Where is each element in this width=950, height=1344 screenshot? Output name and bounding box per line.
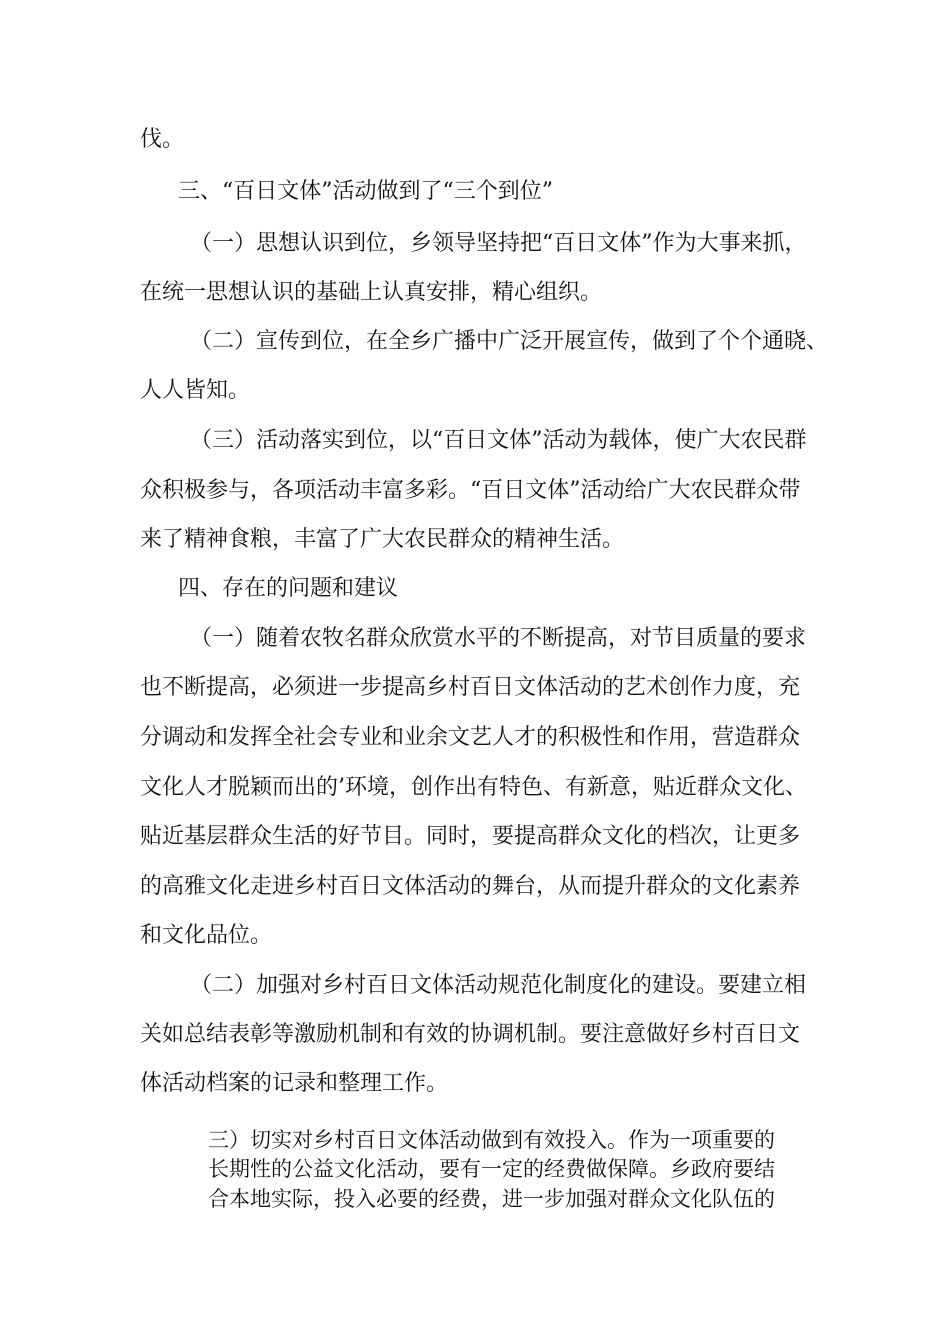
text-line-23: 合本地实际，投入必要的经费，进一步加强对群众文化队伍的: [208, 1187, 775, 1211]
text-line-13: 分调动和发挥全社会专业和业余文艺人才的积极性和作用，营造群众: [140, 725, 801, 750]
text-line-21: 三）切实对乡村百日文体活动做到有效投入。作为一项重要的: [208, 1128, 775, 1152]
text-line-15: 贴近基层群众生活的好节目。同时，要提高群众文化的档次，让更多: [140, 824, 801, 849]
section-heading-4: 四、存在的问题和建议: [178, 576, 399, 601]
text-line-20: 体活动档案的记录和整理工作。: [140, 1071, 449, 1096]
text-line-1: 伐。: [140, 127, 185, 152]
text-line-5: （二）宣传到位，在全乡广播中广泛开展宣传，做到了个个通晓、: [190, 329, 829, 354]
text-line-11: （一）随着农牧名群众欣赏水平的不断提高，对节目质量的要求: [190, 626, 807, 651]
text-line-22: 长期性的公益文化活动，要有一定的经费做保障。乡政府要结: [208, 1157, 775, 1181]
text-line-4: 在统一思想认识的基础上认真安排，精心组织。: [140, 280, 603, 305]
text-line-3: （一）思想认识到位，乡领导坚持把“百日文体”作为大事来抓，: [190, 231, 807, 256]
text-line-19: 关如总结表彰等激励机制和有效的协调机制。要注意做好乡村百日文: [140, 1022, 801, 1047]
text-line-14: 文化人才脱颖而出的’环境，创作出有特色、有新意，贴近群众文化、: [140, 775, 807, 800]
text-line-16: 的高雅文化走进乡村百日文体活动的舞台，从而提升群众的文化素养: [140, 874, 801, 899]
text-line-6: 人人皆知。: [140, 378, 251, 403]
text-line-18: （二）加强对乡村百日文体活动规范化制度化的建设。要建立相: [190, 973, 807, 998]
text-line-17: 和文化品位。: [140, 923, 273, 948]
text-line-8: 众积极参与，各项活动丰富多彩。“百日文体”活动给广大农民群众带: [140, 478, 801, 503]
text-line-9: 来了精神食粮，丰富了广大农民群众的精神生活。: [140, 527, 625, 552]
text-line-7: （三）活动落实到位，以“百日文体”活动为载体，使广大农民群: [190, 428, 807, 453]
section-heading-3: 三、“百日文体”活动做到了“三个到位”: [178, 179, 553, 204]
text-line-12: 也不断提高，必须进一步提高乡村百日文体活动的艺术创作力度，充: [140, 675, 801, 700]
